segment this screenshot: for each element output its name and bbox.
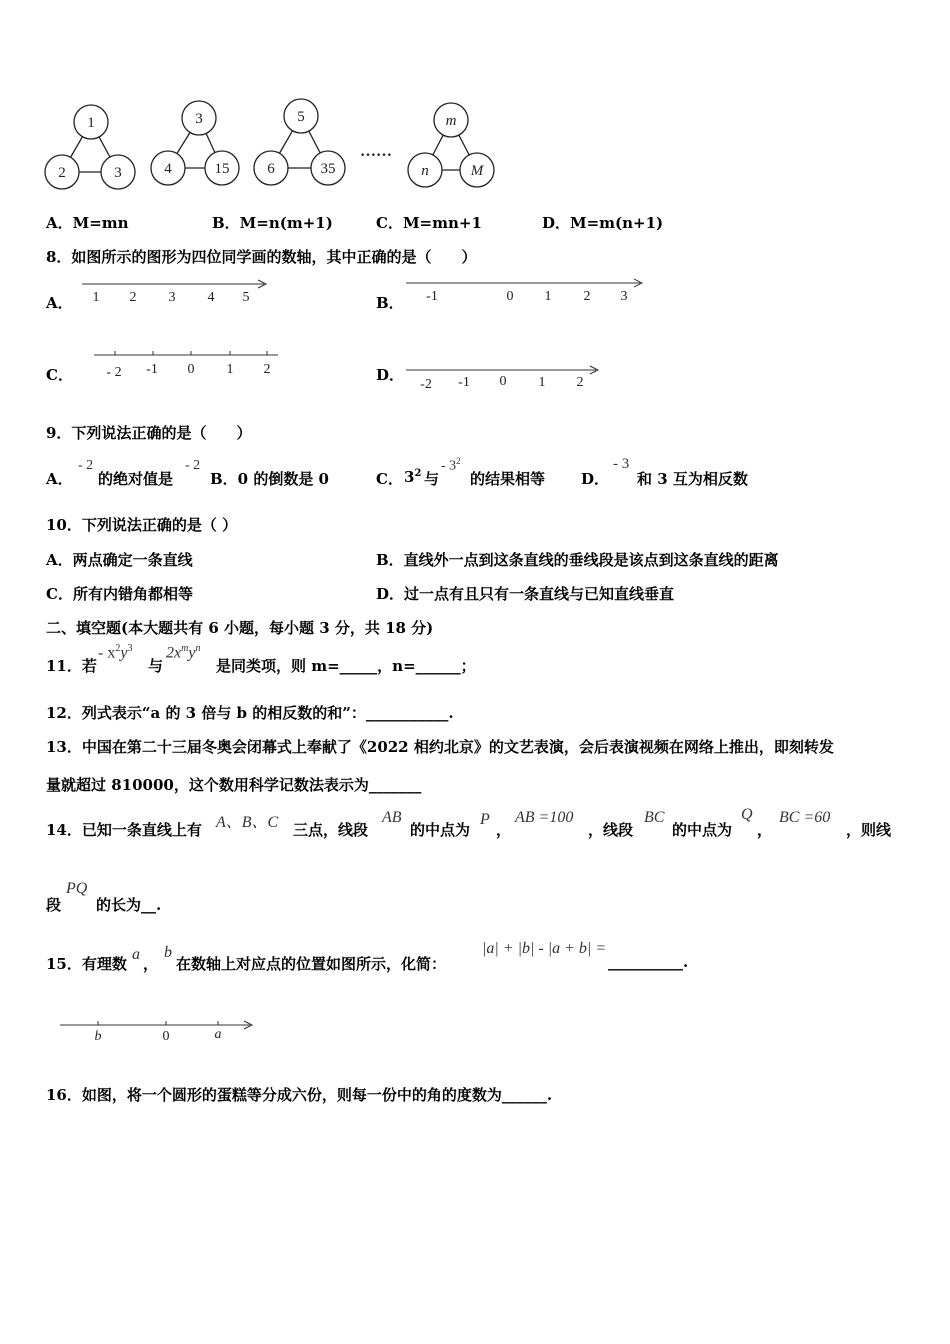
q9-a-math2: - 2	[185, 458, 201, 473]
q8d-tick-4: 1	[538, 375, 546, 390]
tri3-left: 6	[267, 161, 275, 177]
q8-b-number-line	[404, 275, 652, 309]
q8a-tick-2: 2	[129, 290, 137, 305]
q9-d-text: 和 3 互为相反数	[637, 470, 748, 488]
q11-text3: 是同类项，则 m=_____，n=______；	[216, 657, 476, 675]
q8b-tick-3: 1	[544, 289, 552, 304]
section-2-heading: 二、填空题(本大题共有 6 小题，每小题 3 分，共 18 分)	[46, 619, 434, 637]
q9-c-power: $3^2$	[404, 468, 422, 486]
q8c-tick-4: 1	[226, 362, 234, 377]
q15-a: a	[132, 946, 140, 963]
q7-triangle-figures	[40, 96, 510, 196]
q14-line2-text1: 段	[46, 896, 62, 914]
q8c-tick-3: 0	[187, 362, 195, 377]
q10-stem: 10．下列说法正确的是（ ）	[46, 516, 238, 534]
tri4-right: M	[470, 163, 484, 179]
q9-a-text: 的绝对值是	[98, 470, 174, 488]
tri2-top: 3	[195, 111, 203, 127]
q10-option-b: B．直线外一点到这条直线的垂线段是该点到这条直线的距离	[376, 551, 779, 569]
q8d-tick-2: -1	[458, 375, 470, 390]
q8-c-label: C．	[46, 366, 73, 384]
q8-a-label: A．	[46, 294, 73, 312]
q8-d-number-line	[404, 361, 608, 395]
tri4-left: n	[421, 163, 429, 179]
q10-option-c: C．所有内错角都相等	[46, 585, 193, 603]
tri4-top: m	[445, 113, 457, 129]
q13-line2: 量就超过 810000，这个数用科学记数法表示为_______	[46, 776, 422, 794]
q8c-tick-5: 2	[263, 362, 271, 377]
q9-c-math: - $3^2$	[441, 456, 461, 474]
q9-d-math: - 3	[613, 456, 630, 472]
q11-math1: - $x^2y^3$	[98, 643, 133, 662]
q8-b-label: B．	[376, 294, 404, 312]
q7-option-b: B．M=n(m+1)	[212, 214, 333, 232]
ellipsis: ……	[360, 143, 392, 160]
q8a-tick-1: 1	[92, 290, 100, 305]
tri3-top: 5	[297, 109, 305, 125]
q8b-tick-2: 0	[506, 289, 514, 304]
q15-expression: |a| + |b| - |a + b| =	[482, 940, 607, 957]
tri1-right: 3	[114, 165, 122, 181]
q8c-tick-1: - 2	[106, 365, 122, 380]
q13-line1: 13．中国在第二十三届冬奥会闭幕式上奉献了《2022 相约北京》的文艺表演，会后表演视频在网络上推出，即刻转发	[46, 738, 834, 756]
tri3-right: 35	[320, 161, 336, 177]
q8c-tick-2: -1	[146, 362, 158, 377]
q14-text6: ，则线	[846, 821, 892, 839]
q14-ab: AB	[382, 809, 402, 826]
q8d-tick-1: -2	[420, 377, 432, 392]
q9-c-text1: 与	[424, 470, 440, 488]
q11-text1: 11．若	[46, 657, 97, 675]
q14-p: P	[480, 811, 490, 828]
q9-c-label: C．	[376, 470, 403, 488]
q7-option-d: D．M=m(n+1)	[542, 214, 664, 232]
q8a-tick-3: 3	[168, 290, 176, 305]
q9-d-label: D．	[581, 470, 610, 488]
q8-d-label: D．	[376, 366, 405, 384]
q9-c-text2: 的结果相等	[470, 470, 546, 488]
q14-text5: 的中点为	[672, 821, 733, 839]
q15-axis-b: b	[94, 1029, 102, 1044]
q15-comma: ，	[143, 955, 159, 973]
q11-text2: 与	[148, 657, 164, 675]
q8b-tick-4: 2	[583, 289, 591, 304]
q14-text4: ，线段	[588, 821, 634, 839]
q9-a-label: A．	[46, 470, 73, 488]
q14-text1: 14．已知一条直线上有	[46, 821, 202, 839]
q10-option-a: A．两点确定一条直线	[46, 551, 193, 569]
q14-pq: PQ	[66, 880, 88, 897]
q8a-tick-5: 5	[242, 290, 250, 305]
q15-axis-zero: 0	[162, 1029, 170, 1044]
q8-c-number-line	[90, 346, 286, 380]
q8d-tick-5: 2	[576, 375, 584, 390]
q9-option-b: B．0 的倒数是 0	[210, 470, 329, 488]
q14-comma1: ，	[496, 821, 512, 839]
q14-text2: 三点，线段	[293, 821, 369, 839]
q12-text: 12．列式表示“a 的 3 倍与 b 的相反数的和”：___________.	[46, 704, 454, 722]
tri2-right: 15	[214, 161, 230, 177]
tri1-top: 1	[87, 115, 95, 131]
q8-stem: 8．如图所示的图形为四位同学画的数轴，其中正确的是（ ）	[46, 248, 477, 266]
q15-axis-a: a	[214, 1027, 222, 1042]
q15-b: b	[164, 944, 172, 961]
q8a-tick-4: 4	[207, 290, 215, 305]
q14-ab-value: AB =100	[515, 809, 574, 826]
q15-number-line	[58, 1013, 262, 1047]
q8b-tick-1: -1	[426, 289, 438, 304]
q8-a-number-line	[78, 276, 278, 310]
q15-text2: 在数轴上对应点的位置如图所示，化简：	[176, 955, 447, 973]
q7-option-a: A．M=mn	[46, 214, 129, 232]
q9-stem: 9．下列说法正确的是（ ）	[46, 424, 252, 442]
q16-text: 16．如图，将一个圆形的蛋糕等分成六份，则每一份中的角的度数为______.	[46, 1086, 553, 1104]
q14-q: Q	[741, 806, 753, 823]
q15-blank: __________.	[608, 953, 689, 971]
q15-text1: 15．有理数	[46, 955, 127, 973]
q14-bc: BC	[644, 809, 665, 826]
q14-bc-value: BC =60	[779, 809, 831, 826]
q11-math2: $2x^my^n$	[166, 643, 201, 662]
q14-line2-text2: 的长为__.	[96, 896, 162, 914]
q10-option-d: D．过一点有且只有一条直线与已知直线垂直	[376, 585, 675, 603]
q14-points: A、B、C	[216, 814, 279, 831]
q8d-tick-3: 0	[499, 374, 507, 389]
q7-option-c: C．M=mn+1	[376, 214, 482, 232]
q8b-tick-5: 3	[620, 289, 628, 304]
tri2-left: 4	[164, 161, 172, 177]
tri1-left: 2	[58, 165, 66, 181]
q14-comma2: ，	[757, 821, 773, 839]
q9-a-math1: - 2	[78, 458, 94, 473]
q14-text3: 的中点为	[410, 821, 471, 839]
